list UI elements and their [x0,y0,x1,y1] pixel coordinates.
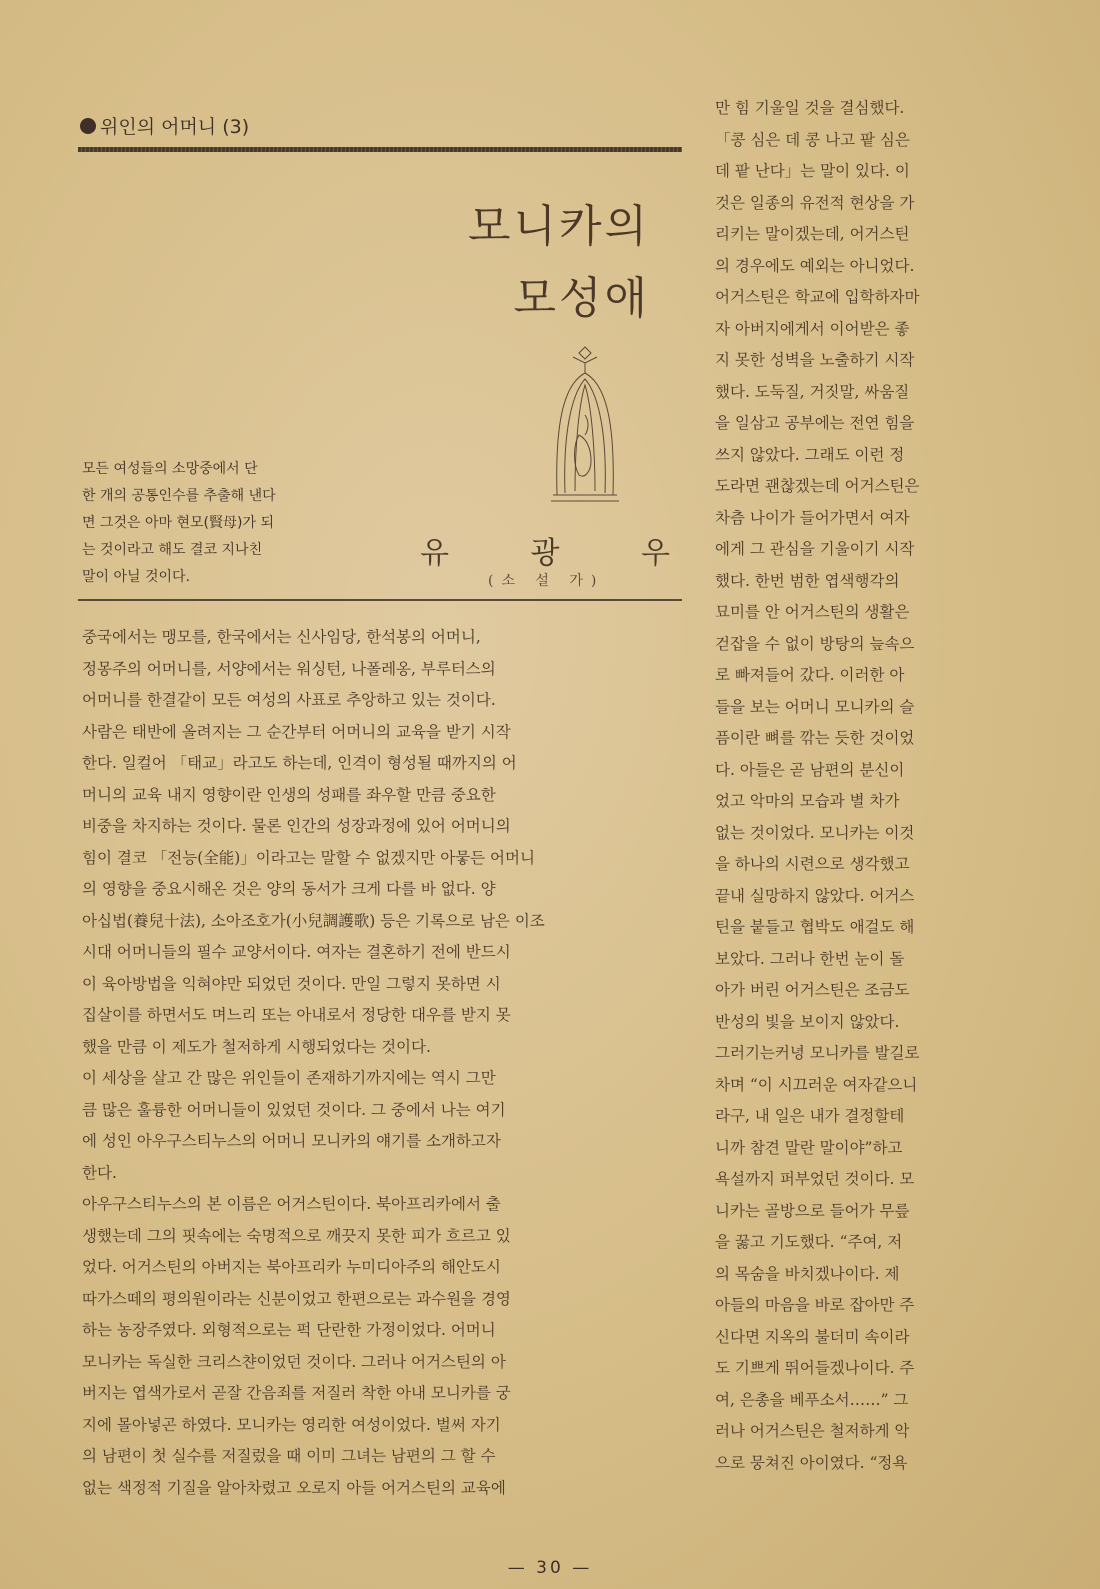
text-line: 걷잡을 수 없이 방탕의 늪속으 [715,634,915,653]
text-line: 도라면 괜찮겠는데 어거스틴은 [715,477,920,495]
text-line: 버지는 엽색가로서 곧잘 간음죄를 저질러 착한 아내 모니카를 궁 [82,1384,511,1402]
text-line: 끝내 실망하지 않았다. 어거스 [715,886,915,905]
text-line: 었고 악마의 모습과 별 차가 [715,792,900,810]
author-name [420,528,670,572]
text-line: 이 육아방법을 익혀야만 되었던 것이다. 만일 그렇지 못하면 시 [82,974,501,993]
text-line: 의 경우에도 예외는 아니었다. [715,256,915,275]
body-column-right [715,93,1005,1479]
text-line: 을 꿇고 기도했다. “주여, 저 [715,1233,903,1251]
text-line: 아가 버린 어거스틴은 조금도 [715,981,910,999]
text-line: 「콩 심은 데 콩 나고 팥 심은 [715,130,910,149]
lead-line: 면 그것은 아마 현모(賢母)가 되 [82,515,274,531]
author-char: 유 [420,536,449,571]
body-column-left [82,622,682,1504]
text-line: 묘미를 안 어거스틴의 생활은 [715,603,910,621]
article-title-line2: 모성애 [513,273,650,324]
section-divider [78,599,682,601]
text-line: 하는 농장주였다. 외형적으로는 퍽 단란한 가정이었다. 어머니 [82,1321,496,1339]
text-line: 쓰지 않았다. 그래도 이런 정 [715,445,905,464]
author-char: 광 [530,536,560,571]
page-number: — 30 — [507,1558,593,1578]
text-line: 머니의 교육 내지 영향이란 인생의 성패를 좌우할 만큼 중요한 [82,785,496,804]
lead-line: 말이 아닐 것이다. [82,569,191,585]
lead-paragraph [82,456,350,591]
text-line: 사람은 태반에 올려지는 그 순간부터 어머니의 교육을 받기 시작 [82,722,511,741]
text-line: 도 기쁘게 뛰어들겠나이다. 주 [715,1359,915,1377]
text-line: 여, 은총을 베푸소서……” 그 [715,1390,909,1409]
lead-line: 는 것이라고 해도 결코 지나친 [82,542,263,558]
text-line: 힘이 결코 「전능(全能)」이라고는 말할 수 없겠지만 아뭏든 어머니 [82,848,535,867]
text-line: 따가스떼의 평의원이라는 신분이었고 한편으로는 과수원을 경영 [82,1289,511,1308]
text-line: 니카는 골방으로 들어가 무릎 [715,1201,910,1220]
text-line: 그러기는커녕 모니카를 발길로 [715,1044,920,1062]
text-line: 모니카는 독실한 크리스챤이었던 것이다. 그러나 어거스틴의 아 [82,1352,506,1371]
text-line: 에게 그 관심을 기울이기 시작 [715,540,915,558]
text-line: 했을 만큼 이 제도가 철저하게 시행되었다는 것이다. [82,1037,431,1056]
text-line: 했다. 한번 범한 엽색행각의 [715,571,900,590]
text-line: 큼 많은 훌륭한 어머니들이 있었던 것이다. 그 중에서 나는 여기 [82,1100,506,1119]
text-line: 지 못한 성벽을 노출하기 시작 [715,351,915,369]
lead-line: 한 개의 공통인수를 추출해 낸다 [82,488,276,504]
text-line: 중국에서는 맹모를, 한국에서는 신사임당, 한석봉의 어머니, [82,628,481,646]
series-header [80,112,249,139]
top-divider [78,147,682,152]
text-line: 틴을 붙들고 협박도 애걸도 해 [715,918,915,936]
text-line: 아십법(養兒十法), 소아조호가(小兒調護歌) 등은 기록으로 남은 이조 [82,911,545,930]
text-line: 신다면 지옥의 불더미 속이라 [715,1327,910,1346]
text-line: 없는 것이었다. 모니카는 이것 [715,823,915,842]
text-line: 시대 어머니들의 필수 교양서이다. 여자는 결혼하기 전에 반드시 [82,943,511,961]
text-line: 했다. 도둑질, 거짓말, 싸움질 [715,382,910,401]
text-line: 들을 보는 어머니 모니카의 슬 [715,697,915,716]
text-line: 정몽주의 어머니를, 서양에서는 워싱턴, 나폴레옹, 부루터스의 [82,659,496,678]
text-line: 아우구스티누스의 본 이름은 어거스틴이다. 북아프리카에서 출 [82,1195,501,1213]
series-title: 위인의 어머니 (3) [100,116,250,138]
text-line: 아들의 마음을 바로 잡아만 주 [715,1296,915,1314]
text-line: 니까 참견 말란 말이야”하고 [715,1138,903,1157]
text-line: 차츰 나이가 들어가면서 여자 [715,508,910,527]
author-char: 우 [641,536,670,571]
text-line: 데 팥 난다」는 말이 있다. 이 [715,162,910,180]
text-line: 보았다. 그러나 한번 눈이 돌 [715,949,905,968]
text-line: 픔이란 뼈를 깎는 듯한 것이었 [715,729,915,747]
text-line: 으로 뭉쳐진 아이였다. “정욕 [715,1453,908,1472]
text-line: 이 세상을 살고 간 많은 위인들이 존재하기까지에는 역시 그만 [82,1069,496,1087]
text-line: 생했는데 그의 핏속에는 숙명적으로 깨끗지 못한 피가 흐르고 있 [82,1226,511,1245]
text-line: 만 힘 기울일 것을 결심했다. [715,99,905,117]
text-line: 로 빠져들어 갔다. 이러한 아 [715,666,905,684]
text-line: 을 하나의 시련으로 생각했고 [715,855,910,873]
text-line: 어머니를 한결같이 모든 여성의 사표로 추앙하고 있는 것이다. [82,691,496,709]
bullet-icon [80,118,96,134]
text-line: 한다. 일컬어 「태교」라고도 하는데, 인격이 형성될 때까지의 어 [82,754,517,772]
text-line: 을 일삼고 공부에는 전연 힘을 [715,414,915,432]
text-line: 없는 색정적 기질을 알아차렸고 오로지 아들 어거스틴의 교육에 [82,1478,506,1497]
author-role: (소 설 가) [488,573,605,589]
text-line: 비중을 차지하는 것이다. 물론 인간의 성장과정에 있어 어머니의 [82,817,511,835]
text-line: 한다. [82,1163,117,1182]
text-line: 집살이를 하면서도 며느리 또는 아내로서 정당한 대우를 받지 못 [82,1006,511,1024]
text-line: 반성의 빛을 보이지 않았다. [715,1012,900,1031]
text-line: 에 성인 아우구스티누스의 어머니 모니카의 얘기를 소개하고자 [82,1132,501,1150]
birdcage-illustration [545,345,625,520]
text-line: 리키는 말이겠는데, 어거스틴 [715,225,910,243]
text-line: 자 아버지에게서 이어받은 좋 [715,319,910,338]
text-line: 다. 아들은 곧 남편의 분신이 [715,760,905,779]
text-line: 러나 어거스틴은 철저하게 악 [715,1422,910,1440]
text-line: 의 목숨을 바치겠나이다. 제 [715,1264,900,1283]
text-line: 어거스틴은 학교에 입학하자마 [715,288,920,306]
text-line: 지에 몰아넣곤 하였다. 모니카는 영리한 여성이었다. 벌써 자기 [82,1415,501,1434]
text-line: 것은 일종의 유전적 현상을 가 [715,193,915,212]
article-title-line1: 모니카의 [467,201,650,252]
text-line: 라구, 내 일은 내가 결정할테 [715,1107,905,1125]
text-line: 의 영향을 중요시해온 것은 양의 동서가 크게 다를 바 없다. 양 [82,880,496,898]
text-line: 욕설까지 퍼부었던 것이다. 모 [715,1170,915,1188]
text-line: 차며 “이 시끄러운 여자같으니 [715,1075,918,1094]
text-line: 었다. 어거스틴의 아버지는 북아프리카 누미디아주의 해안도시 [82,1258,501,1276]
text-line: 의 남편이 첫 실수를 저질렀을 때 이미 그녀는 남편의 그 할 수 [82,1447,496,1465]
lead-line: 모든 여성들의 소망중에서 단 [82,461,258,477]
